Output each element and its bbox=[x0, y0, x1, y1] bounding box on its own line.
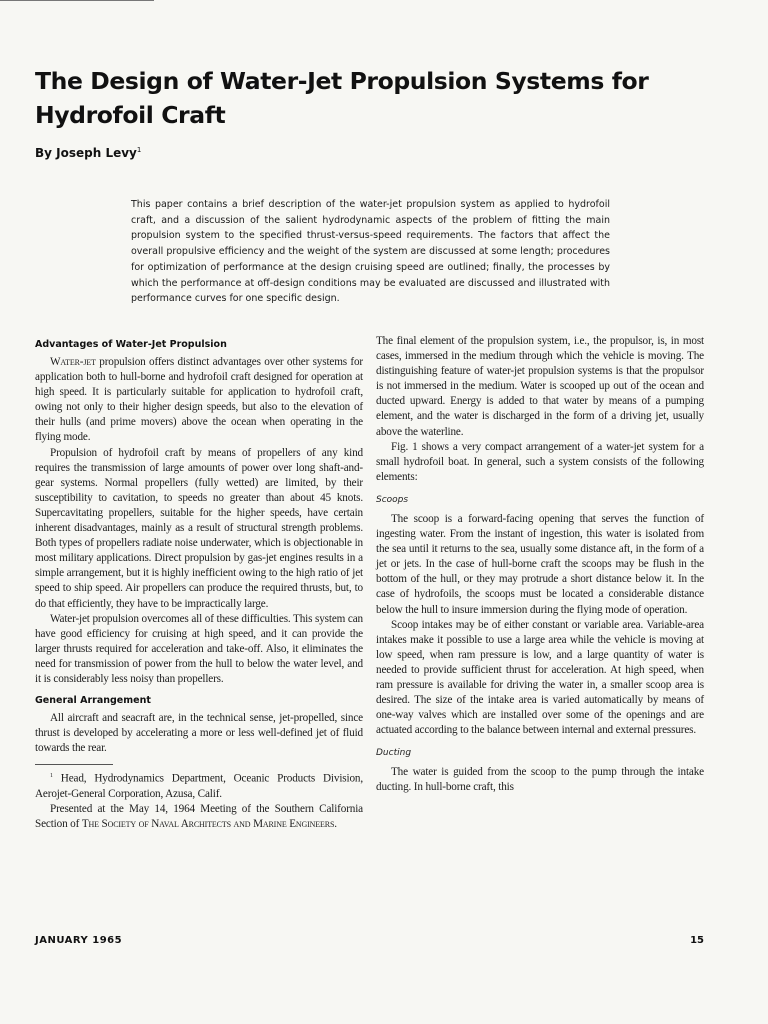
paragraph-fig1: Fig. 1 shows a very compact arrangement of a water-jet system for a small hydrofoil boat. In general, such a system consists of the following elements: bbox=[376, 440, 704, 483]
abstract: This paper contains a brief description of the water-jet propulsion system as applied to hydrofoil craft, and a discussion of the salient hydrodynamic aspects of the problem of fitting the main propulsion system to the specified thrust-versus-speed requirements. The factors that affect the overall propulsive efficiency and the weight of the system are discussed at some length; procedures for optimization of performance at the design cruising speed are outlined; finally, the processes by which the performance at off-design conditions may be evaluated are discussed and illustrated with performance curves for one specific design. bbox=[131, 199, 610, 305]
footnote-presented bbox=[35, 802, 363, 832]
footnote-presented-text: Presented at the May 14, 1964 Meeting of the Southern California Section of bbox=[35, 803, 363, 831]
subheading-ducting: Ducting bbox=[376, 748, 412, 759]
subheading-scoops: Scoops bbox=[376, 494, 409, 505]
paragraph-propulsor: The final element of the propulsion system, i.e., the propulsor, is, in most cases, immersed in the medium through which the vehicle is moving. The distinguishing feature of water-jet propulsion systems is that the propulsor is not immersed in the medium. Water is scooped up out of the ocean and ducted upward. Energy is added to that water by means of a pumping element, and the water is discharged in the form of a driving jet, usually above the waterline. bbox=[376, 335, 704, 438]
paragraph-scoops-1: The scoop is a forward-facing opening that serves the function of ingesting water. From the instant of ingestion, this water is isolated from the sea until it returns to the sea, usually some distance aft, in the form of a jet or jets. In the case of hull-borne craft the scoops may be flush in the bottom of the hull, or they may protrude a short distance below it. In the case of hydrofoils, the scoops must be located a considerable distance below the hull to insure immersion during the flying mode of operation. bbox=[376, 512, 704, 616]
footer-page-number: 15 bbox=[690, 935, 704, 946]
paragraph-advantages-1 bbox=[35, 355, 363, 446]
top-rule bbox=[0, 0, 154, 1]
left-column bbox=[35, 334, 363, 832]
footer-issue-date: JANUARY 1965 bbox=[35, 935, 123, 946]
paragraph-general-arrangement-1: All aircraft and seacraft are, in the technical sense, jet-propelled, since thrust is developed by accelerating a more or less well-defined jet of fluid towards the rear. bbox=[35, 712, 363, 755]
author-name: By Joseph Levy bbox=[35, 146, 137, 160]
paragraph-advantages-2: Propulsion of hydrofoil craft by means of propellers of any kind requires the transmission of large amounts of power over long shaft-and-gear systems. Normal propellers (fully wetted) are limited, by their susceptibility to cavitation, to speeds no greater than about 45 knots. Supercavitating propellers, suitable for the higher speeds, have certain inherent disadvantages, mainly as a result of structural strength problems. Both types of propellers radiate noise underwater, which is objectionable in most military applications. Direct propulsion by gas-jet engines results in a simple arrangement, but it is highly inefficient owing to the high ratio of jet speed to ship speed. Air propellers can produce the required thrusts, but, to do that efficiently, they have to be impractically large. bbox=[35, 446, 363, 610]
lead-in-words: Water-jet bbox=[50, 356, 96, 368]
section-heading-advantages: Advantages of Water-Jet Propulsion bbox=[35, 339, 227, 350]
paragraph-ducting-1: The water is guided from the scoop to the pump through the intake ducting. In hull-borne craft, this bbox=[376, 766, 704, 794]
paragraph-advantages-3: Water-jet propulsion overcomes all of these difficulties. This system can have good efficiency for cruising at high speed, and it can provide the larger thrusts required for acceleration and take-off. Also, it eliminates the need for transmission of power from the hull to below the water level, and it is considerably less noisy than propellers. bbox=[35, 612, 363, 685]
author-footnote-mark: 1 bbox=[136, 146, 142, 154]
paragraph-scoops-2: Scoop intakes may be of either constant or variable area. Variable-area intakes make it possible to use a large area while the vehicle is moving at low speed, when ram pressure is low, and a large quantity of water is needed to provide sufficient thrust for acceleration. At high speed, when ram pressure is available for driving the water in, a smaller scoop area is desired. The size of the intake area is varied automatically by means of one-way valves which are installed over some of the openings and are actuated according to the balance between internal and external pressures. bbox=[376, 618, 704, 737]
article-title: The Design of Water-Jet Propulsion Systems for Hydrofoil Craft bbox=[35, 67, 649, 129]
footnote-society-name: The Society of Naval Architects and Marine Engineers bbox=[81, 818, 335, 831]
author-byline bbox=[35, 146, 141, 160]
section-heading-general-arrangement: General Arrangement bbox=[35, 695, 151, 707]
footnote-rule bbox=[35, 764, 113, 765]
right-column bbox=[376, 334, 704, 796]
paragraph-advantages-1-text: propulsion offers distinct advantages over other systems for application both to hull-borne and hydrofoil craft designed for operation at high speed. It is particularly suitable for application to hydrofoil craft, owing not only to their higher design speeds, but also to the elevation of their hulls (and prime movers) above the ocean when operating in the flying mode. bbox=[35, 356, 363, 444]
footnote-mark: 1 bbox=[50, 773, 53, 780]
footnote-author-text: Head, Hydrodynamics Department, Oceanic Products Division, Aerojet-General Corporation, Azusa, Calif. bbox=[35, 773, 363, 801]
footnote-author bbox=[35, 769, 363, 802]
footnote-presented-end: . bbox=[334, 818, 337, 831]
